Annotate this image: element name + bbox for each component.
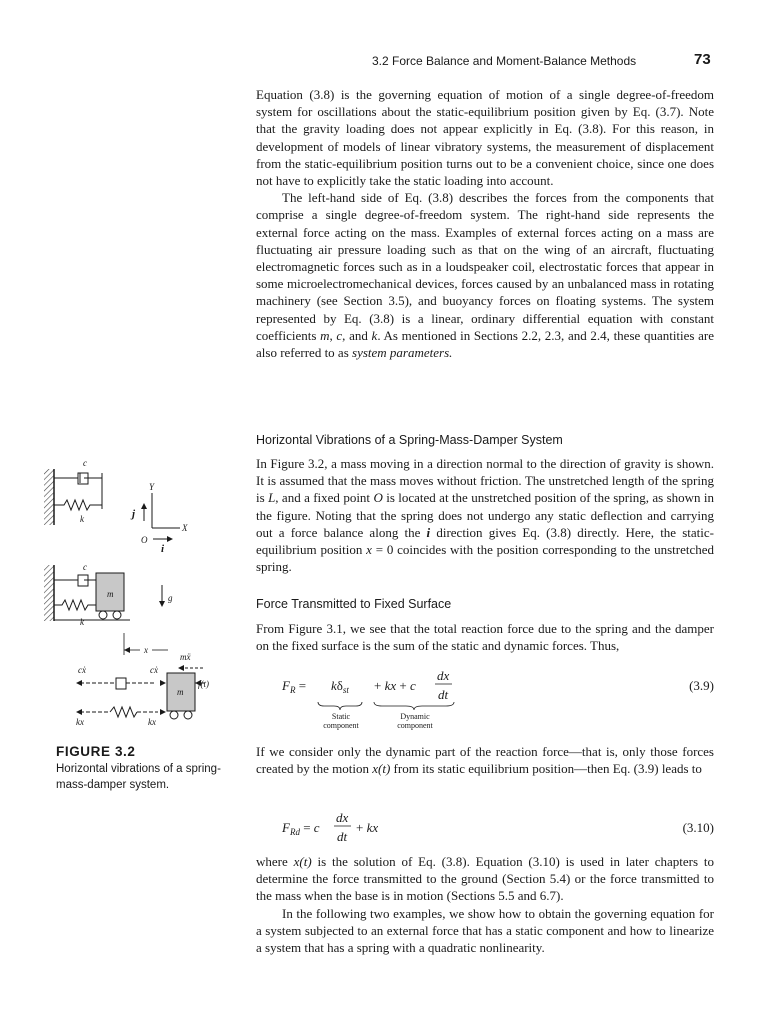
static-component-label: Static component <box>323 712 359 730</box>
svg-text:kδst: $k\delta_{st}$ <box>331 678 349 695</box>
svg-text:+ kx: + kx <box>356 820 379 835</box>
label-k-2: k <box>80 617 84 627</box>
svg-text:FR =: $F_R$ = <box>282 678 307 695</box>
label-x: x <box>144 645 148 655</box>
label-O: O <box>141 535 148 545</box>
figure-caption-text: Horizontal vibrations of a spring-mass-damper system. <box>56 763 221 791</box>
label-X: X <box>182 523 188 533</box>
body-paragraphs-bottom <box>256 853 714 956</box>
label-j: j <box>132 508 136 520</box>
label-f-t: f(t) <box>198 679 209 689</box>
label-g: g <box>168 593 173 603</box>
equation-number-3-10: (3.10) <box>682 820 714 835</box>
panel-1-unstretched <box>44 458 188 555</box>
paragraph-5: If we consider only the dynamic part of the reaction force—that is, only those forces created by the motion x(t) from its static equilibrium position—then Eq. (3.9) leads to <box>256 744 714 777</box>
svg-text:dx: dx <box>336 810 349 825</box>
section-heading-horizontal-vibrations: Horizontal Vibrations of a Spring-Mass-Damper System <box>256 433 563 447</box>
figure-3-2-diagram <box>40 455 230 735</box>
running-header: 3.2 Force Balance and Moment-Balance Methods <box>372 54 637 68</box>
label-c-xdot-left: cẋ <box>78 665 86 675</box>
equation-number-3-9: (3.9) <box>689 678 714 693</box>
section-heading-force-transmitted: Force Transmitted to Fixed Surface <box>256 597 452 611</box>
svg-text:+ kx + c: + kx + c <box>374 678 416 693</box>
panel-3-free-body <box>76 633 209 727</box>
equation-3-10-formula <box>256 804 456 850</box>
panel-2-mass <box>44 562 173 627</box>
label-kx-right: kx <box>148 717 156 727</box>
label-m-xddot: mẍ <box>180 652 191 662</box>
paragraph-1: Equation (3.8) is the governing equation of motion of a single degree-of-freedom system for oscillations about the static-equilibrium position given by Eq. (3.7). Note that the gravity loading does not appear explicitly in Eq. (3.8). For this reason, in development of models of linear vibratory systems, the measurement of displacement from the static-equilibrium position turns out to be a convenient choice, since one does not have to explicitly take the static loading into account. <box>256 87 714 189</box>
label-k-1: k <box>80 514 84 524</box>
paragraph-4: From Figure 3.1, we see that the total reaction force due to the spring and the damper on the fixed surface is the sum of the static and dynamic forces. Thus, <box>256 621 714 654</box>
equation-3-10 <box>256 804 714 850</box>
figure-label: FIGURE 3.2 <box>56 744 136 759</box>
figure-caption <box>56 744 236 793</box>
body-paragraphs-top <box>256 86 714 361</box>
paragraph-6: where x(t) is the solution of Eq. (3.8). Equation (3.10) is used in later chapters to determine the force transmitted to the ground (Section 5.4) or the force transmitted to the mass when the base is in motion (Sections 5.5 and 6.7). <box>256 854 714 904</box>
paragraph-3: In Figure 3.2, a mass moving in a direction normal to the direction of gravity is shown. It is assumed that the mass moves without friction. The unstretched length of the spring is L, and a fixed point O is located at the unstretched position of the spring, as shown in the figure. Noting that the spring does not undergo any static deflection and carrying out a force balance along the i direction gives Eq. (3.8) directly. Here, the static-equilibrium position x = 0 coincides with the position corresponding to the unstretched spring. <box>256 456 715 575</box>
svg-text:FRd = c: $F_{Rd} = c$ <box>282 820 320 837</box>
svg-text:dx: dx <box>437 668 450 683</box>
label-c-xdot-right: cẋ <box>150 665 158 675</box>
equation-3-9 <box>256 664 714 730</box>
label-m-3: m <box>177 687 184 697</box>
paragraph-7: In the following two examples, we show how to obtain the governing equation for a system subjected to an external force that has a static component and how to linearize a system that has a spring with a quadratic nonlinearity. <box>256 905 714 956</box>
svg-text:dt: dt <box>337 829 348 844</box>
svg-text:dt: dt <box>438 687 449 702</box>
label-c-2: c <box>83 562 87 572</box>
label-i: i <box>161 543 165 555</box>
label-c-1: c <box>83 458 87 468</box>
label-kx-left: kx <box>76 717 84 727</box>
page-number: 73 <box>694 51 711 68</box>
label-Y: Y <box>149 482 155 492</box>
dynamic-component-label: Dynamic component <box>397 712 433 730</box>
label-m-2: m <box>107 589 114 599</box>
paragraph-2: The left-hand side of Eq. (3.8) describes the forces from the components that comprise a single degree-of-freedom system. The right-hand side represents the external force acting on the mass. Examples of external forces acting on a mass are fluctuating air pressure loading such as that on the wing of an aircraft, fluctuating electromagnetic forces such as in a loudspeaker coil, electrostatic forces that appear in some microelectromechanical devices, forces caused by an unbalanced mass in rotating machinery (see Section 3.5), and buoyancy forces on floating systems. The system represented by Eq. (3.8) is a linear, ordinary differential equation with constant coefficients m, c, and k. As mentioned in Sections 2.2, 2.3, and 2.4, these quantities are also referred to as system parameters. <box>256 190 715 361</box>
